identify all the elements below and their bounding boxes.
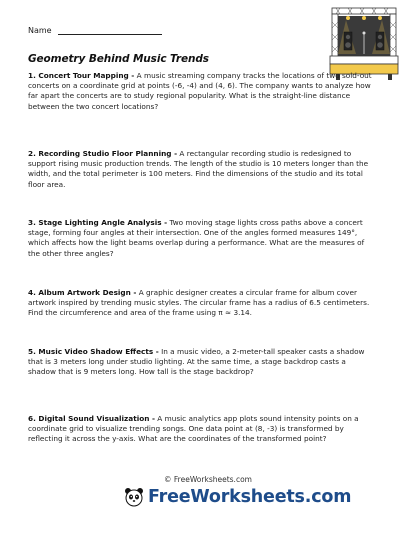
problem-heading: 5. Music Video Shadow Effects - xyxy=(28,347,159,356)
problem-4 xyxy=(28,288,374,319)
problem-text: A graphic designer creates a circular frame for album cover artwork inspired by trending music styles. The circular frame has a radius of 6.5 centimeters. Find the circumference and area of the frame using π ≈ 3.14. xyxy=(28,288,370,318)
problem-text: A music streaming company tracks the locations of two sold-out concerts on a coordinate grid at points (-6, -4) and (4, 6). The company wants to analyze how far apart the concerts are to study regional popularity. What is the straight-line distance between the two concert locations? xyxy=(28,71,372,111)
name-label: Name xyxy=(28,26,52,35)
problem-text: In a music video, a 2-meter-tall speaker casts a shadow that is 3 meters long under studio lighting. At the same time, a stage backdrop casts a shadow that is 9 meters long. How tall is the stage backdrop? xyxy=(28,347,365,377)
brand-name[interactable]: FreeWorksheets.com xyxy=(148,487,352,507)
problem-heading: 3. Stage Lighting Angle Analysis - xyxy=(28,218,168,227)
footer-brand xyxy=(124,487,351,507)
problem-5 xyxy=(28,347,374,378)
problem-text: Two moving stage lights cross paths above a concert stage, forming four angles at their intersection. One of the angles formed measures 149°, which affects how the light beams overlap during a performance. What are the measures of the other three angles? xyxy=(28,218,365,258)
problem-2 xyxy=(28,149,374,190)
name-field[interactable] xyxy=(58,26,162,35)
problem-text: A rectangular recording studio is redesigned to support rising music production trends. The length of the studio is 10 meters longer than the width, and the total perimeter is 100 meters. Find the dimensions of the studio and its total floor area. xyxy=(28,149,369,189)
footer-copyright: © FreeWorksheets.com xyxy=(164,475,252,484)
problem-6 xyxy=(28,414,374,445)
problem-heading: 1. Concert Tour Mapping - xyxy=(28,71,135,80)
problem-1 xyxy=(28,71,374,112)
worksheet-title: Geometry Behind Music Trends xyxy=(28,53,209,65)
name-row xyxy=(28,26,162,35)
problem-heading: 4. Album Artwork Design - xyxy=(28,288,137,297)
problem-3 xyxy=(28,218,374,259)
problem-heading: 2. Recording Studio Floor Planning - xyxy=(28,149,178,158)
panda-logo-icon xyxy=(124,487,144,507)
problem-heading: 6. Digital Sound Visualization - xyxy=(28,414,155,423)
problem-text: A music analytics app plots sound intensity points on a coordinate grid to visualize trending songs. One data point at (8, -3) is transformed by reflecting it across the y-axis. What are the coordinates of the transformed point? xyxy=(28,414,359,444)
